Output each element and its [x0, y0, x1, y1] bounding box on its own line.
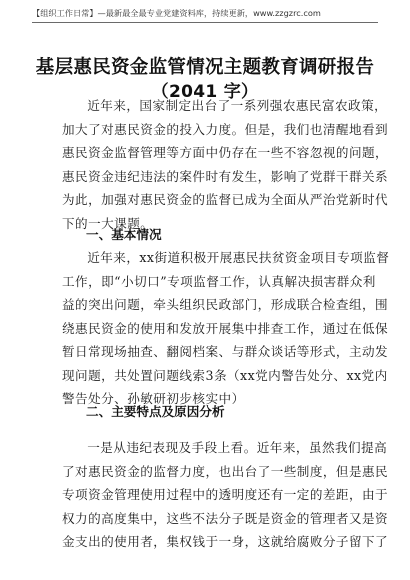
text-line: 惠民资金监督管理等方面中仍存在一些不容忽视的问题， [62, 145, 389, 160]
text-line: 惠民资金违纪违法的案件时有发生，影响了党群干群关系 [62, 168, 389, 184]
document-title: 基层惠民资金监管情况主题教育调研报告 [35, 57, 375, 78]
text-line: 现问题，共处置问题线索3条（xx党内警告处分、xx党内 [62, 367, 388, 383]
text-line: 金支出的使用者，集权钱于一身，这就给腐败分子留下了 [62, 534, 389, 549]
text-line: 专项资金管理使用过程中的透明度还有一定的差距，由于 [62, 487, 389, 502]
section-heading-features-analysis: 二、主要特点及原因分析 [86, 404, 225, 419]
text-line: 暂日常现场抽查、翻阅档案、与群众谈话等形式，主动发 [62, 344, 389, 359]
text-line: 近年来，xx街道积极开展惠民扶贫资金项目专项监督 [87, 250, 390, 265]
text-line: 工作，即“小切口”专项监督工作，认真解决损害群众利 [62, 273, 376, 289]
text-line: 益的突出问题，牵头组织民政部门，形成联合检查组，围 [62, 297, 389, 312]
text-line: 为此，加强对惠民资金的监督已成为全面从严治党新时代 [62, 192, 389, 207]
text-line: 警告处分、孙敏研初步核实中） [62, 391, 245, 406]
text-line: 权力的高度集中，这些不法分子既是资金的管理者又是资 [62, 510, 389, 526]
text-line: 一是从违纪表现及手段上看。近年来，虽然我们提高 [87, 440, 388, 455]
section-heading-basic-situation: 一、基本情况 [86, 227, 162, 242]
text-line: 绕惠民资金的使用和发放开展集中排查工作，通过在低保 [62, 320, 389, 336]
text-line: 下的一大课题。 [62, 215, 154, 231]
text-line: 了对惠民资金的监督力度，也出台了一些制度，但是惠民 [62, 463, 389, 479]
paragraph-intro [62, 94, 389, 235]
text-line: 加大了对惠民资金的投入力度。但是，我们也清醒地看到 [62, 121, 389, 137]
document-word-count: （2041 字） [151, 82, 259, 102]
paragraph-basic-situation [62, 246, 390, 411]
paragraph-features-analysis [62, 436, 389, 554]
page-header: 【组织工作日常】—最新最全最专业党建资料库，持续更新，www.zzgzrc.com [32, 8, 378, 23]
text-line: 近年来，国家制定出台了一系列强农惠民富农政策， [87, 98, 388, 113]
